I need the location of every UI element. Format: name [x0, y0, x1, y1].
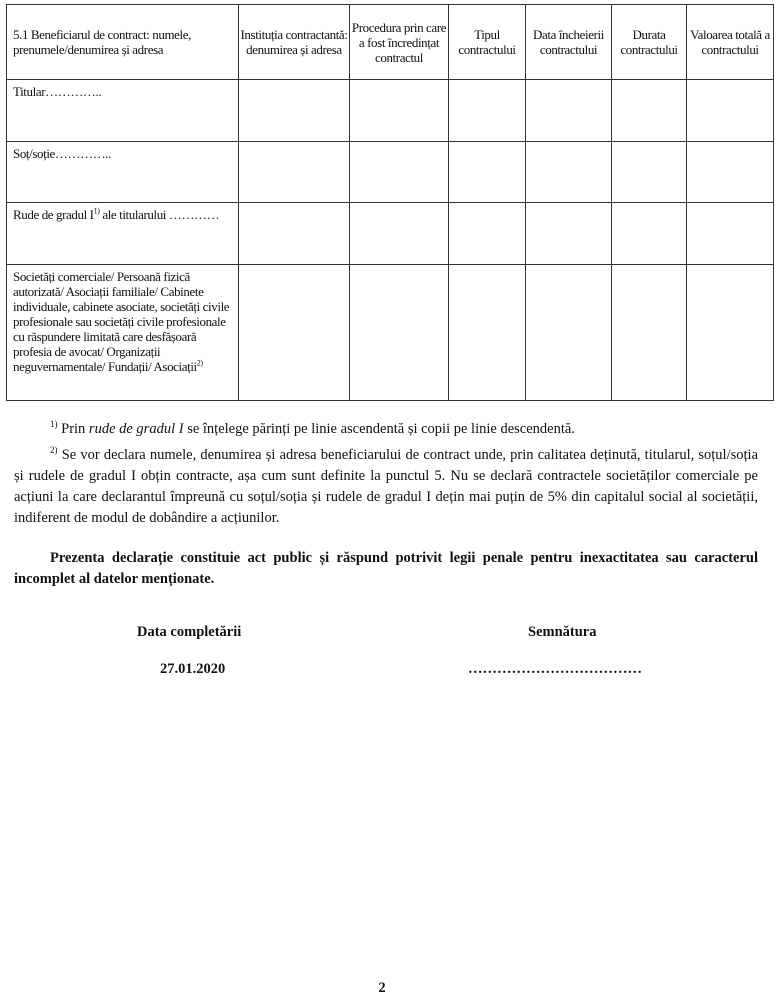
institution-cell — [239, 265, 350, 401]
page-number: 2 — [378, 980, 386, 996]
procedure-cell — [350, 203, 449, 265]
row-titular — [7, 80, 774, 142]
header-duration: Durata contractului — [612, 5, 687, 80]
row-label-titular: Titular………….. — [13, 84, 102, 99]
row-label-relatives — [7, 203, 238, 222]
row-label-companies — [7, 265, 238, 374]
footnotes — [14, 414, 758, 529]
procedure-cell — [350, 142, 449, 203]
footnote-1-term: rude de gradul I — [88, 420, 184, 437]
footnote-ref-1: 1) — [93, 206, 100, 216]
date-value: 27.01.2020 — [160, 661, 226, 677]
row-companies — [7, 265, 774, 401]
row-label-cell — [7, 203, 239, 265]
row-relatives — [7, 203, 774, 265]
type-cell — [449, 80, 526, 142]
date-cell — [526, 80, 612, 142]
footnote-2 — [14, 440, 758, 529]
value-cell — [687, 203, 774, 265]
header-value: Valoarea totală a contractului — [687, 5, 774, 80]
date-cell — [526, 265, 612, 401]
header-type: Tipul contractului — [449, 5, 526, 80]
header-date: Data încheierii contractului — [526, 5, 612, 80]
row-label-cell — [7, 80, 239, 142]
procedure-cell — [350, 265, 449, 401]
duration-cell — [612, 265, 687, 401]
duration-cell — [612, 203, 687, 265]
contracts-table — [6, 4, 774, 401]
duration-cell — [612, 80, 687, 142]
footnote-1-prefix: Prin — [61, 420, 89, 437]
header-institution: Instituția contractantă: denumirea și adresa — [239, 5, 350, 80]
footnote-1 — [14, 414, 758, 440]
footnote-2-text: Se vor declara numele, denumirea și adresa beneficiarului de contract unde, prin calitatea deținută, titularul, soțul/soția și rudele de gradul I obțin contracte, așa cum sunt definite la punctul 5. Nu se declară contractele societăților comerciale pe acțiuni la care declarantul împreună cu soțul/soția și rudele de gradul I dețin mai puțin de 5% din capitalul social al societății, indiferent de modul de dobândire a acțiunilor. — [14, 446, 759, 526]
type-cell — [449, 203, 526, 265]
footnote-1-text: se înțelege părinți pe linie ascendentă și copii pe linie descendentă. — [183, 420, 575, 437]
signature-line: ……………………………… — [468, 661, 642, 677]
footnote-2-mark: 2) — [50, 444, 58, 455]
relatives-label-tail: ale titularului ………… — [99, 207, 220, 222]
institution-cell — [239, 142, 350, 203]
date-label: Data completării — [137, 624, 242, 640]
table-header-row — [7, 5, 774, 80]
institution-cell — [239, 203, 350, 265]
value-cell — [687, 142, 774, 203]
value-cell — [687, 80, 774, 142]
row-spouse — [7, 142, 774, 203]
footnote-1-mark: 1) — [50, 419, 58, 429]
header-beneficiary: 5.1 Beneficiarul de contract: numele, prenumele/denumirea și adresa — [7, 5, 239, 80]
value-cell — [687, 265, 774, 401]
date-cell — [526, 203, 612, 265]
institution-cell — [239, 80, 350, 142]
row-label-cell — [7, 265, 239, 401]
signature-label: Semnătura — [528, 624, 597, 640]
procedure-cell — [350, 80, 449, 142]
header-procedure: Procedura prin care a fost încredințat contractul — [350, 5, 449, 80]
duration-cell — [612, 142, 687, 203]
companies-label: Societăți comerciale/ Persoană fizică autorizată/ Asociații familiale/ Cabinete individuale, cabinete asociate, societăți civile profesionale sau societăți civile profesionale cu răspundere limitată care desfășoară profesia de avocat/ Organizații neguvernamentale/ Fundații/ Asociații — [13, 269, 230, 374]
relatives-label: Rude de gradul I — [13, 207, 94, 222]
row-label-cell — [7, 142, 239, 203]
date-cell — [526, 142, 612, 203]
declaration-statement: Prezenta declarație constituie act public și răspund potrivit legii penale pentru inexactitatea sau caracterul incomplet al datelor menționate. — [14, 550, 758, 587]
footnote-ref-2: 2) — [196, 358, 203, 368]
type-cell — [449, 265, 526, 401]
type-cell — [449, 142, 526, 203]
row-label-spouse: Soț/soție………….. — [13, 146, 112, 161]
